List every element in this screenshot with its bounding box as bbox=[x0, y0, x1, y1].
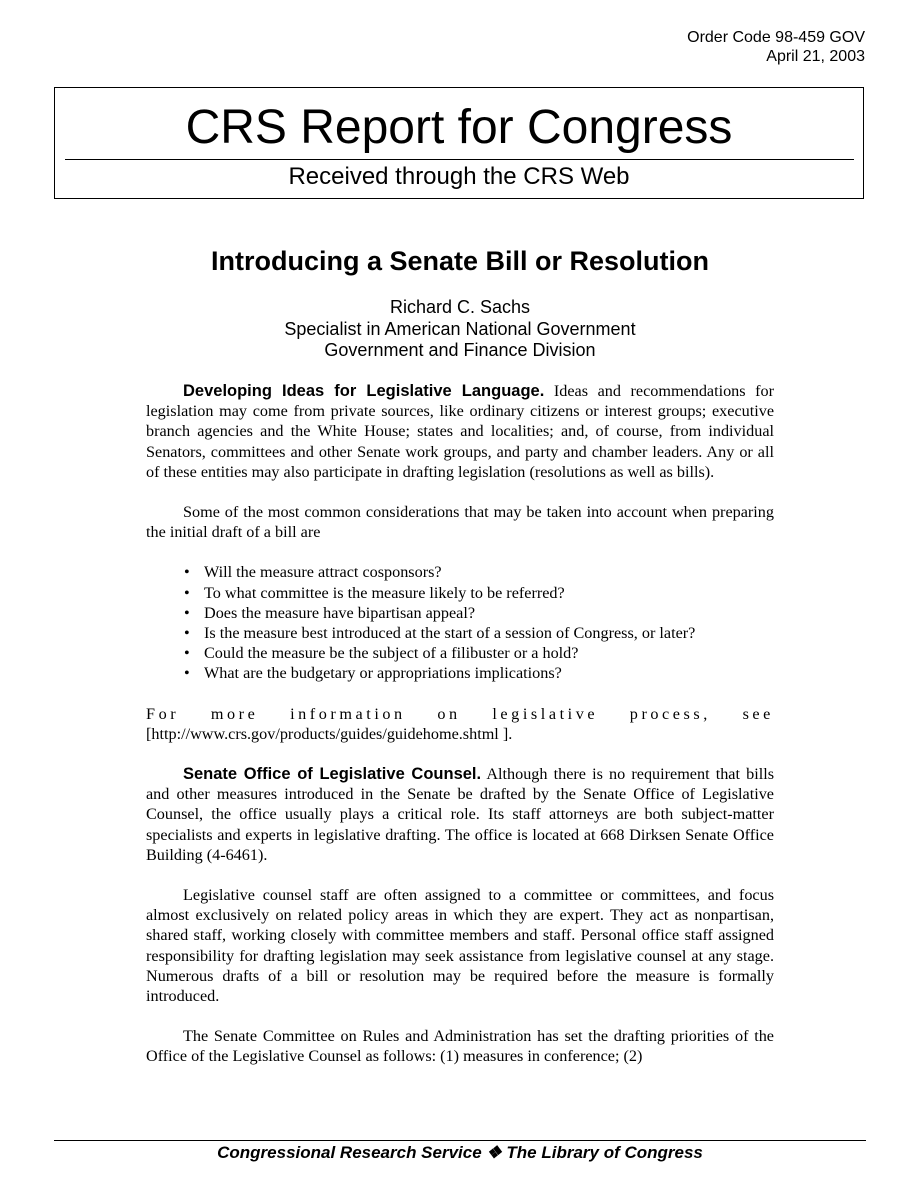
word: on bbox=[437, 704, 461, 723]
footer-divider bbox=[54, 1140, 866, 1141]
page-title: Introducing a Senate Bill or Resolution bbox=[210, 246, 710, 276]
section-heading-legislative-counsel: Senate Office of Legislative Counsel. bbox=[183, 765, 482, 784]
bullet-icon: • bbox=[184, 563, 190, 582]
paragraph-legislative-counsel bbox=[146, 764, 774, 865]
masthead-subtitle: Received through the CRS Web bbox=[288, 163, 630, 190]
word: more bbox=[210, 704, 259, 723]
more-information-line bbox=[146, 704, 774, 724]
bullet-icon: • bbox=[184, 664, 190, 683]
word: see bbox=[742, 704, 774, 723]
list-item bbox=[184, 603, 744, 623]
list-item-text: Could the measure be the subject of a filibuster or a hold? bbox=[204, 644, 579, 663]
author-block bbox=[0, 297, 920, 362]
list-item bbox=[184, 663, 744, 683]
list-item-text: Does the measure have bipartisan appeal? bbox=[204, 603, 476, 622]
paragraph-developing-ideas bbox=[146, 381, 774, 482]
order-code: Order Code 98-459 GOV bbox=[687, 29, 865, 46]
list-item bbox=[184, 583, 744, 603]
footer-left-text: Congressional Research Service bbox=[217, 1143, 482, 1162]
author-name: Richard C. Sachs bbox=[389, 297, 531, 317]
order-code-block bbox=[687, 28, 865, 66]
paragraph-drafting-priorities: The Senate Committee on Rules and Administration has set the drafting priorities of the Office of the Legislative Counsel as follows: (1) measures in conference; (2) bbox=[146, 1027, 774, 1066]
bullet-icon: • bbox=[184, 624, 190, 643]
paragraph-considerations-intro: Some of the most common considerations that may be taken into account when preparing the initial draft of a bill are bbox=[146, 503, 774, 542]
word: legislative bbox=[492, 704, 599, 723]
word: For bbox=[146, 704, 180, 723]
list-item bbox=[184, 623, 744, 643]
author-position: Specialist in American National Government bbox=[284, 318, 636, 339]
list-item-text: To what committee is the measure likely to be referred? bbox=[204, 583, 565, 602]
list-item-text: What are the budgetary or appropriations implications? bbox=[204, 664, 562, 683]
masthead bbox=[54, 87, 864, 199]
report-date: April 21, 2003 bbox=[766, 48, 865, 65]
masthead-divider bbox=[65, 159, 854, 160]
bullet-icon: • bbox=[184, 583, 190, 602]
guide-link[interactable]: [http://www.crs.gov/products/guides/guidehome.shtml ]. bbox=[146, 724, 513, 743]
list-item bbox=[184, 643, 744, 663]
list-item-text: Is the measure best introduced at the start of a session of Congress, or later? bbox=[204, 624, 696, 643]
more-information-note bbox=[146, 704, 774, 744]
word: information bbox=[290, 704, 406, 723]
word: process, bbox=[629, 704, 711, 723]
masthead-title: CRS Report for Congress bbox=[185, 101, 733, 154]
paragraph-counsel-staff: Legislative counsel staff are often assigned to a committee or committees, and focus almost exclusively on related policy areas in which they are expert. They act as nonpartisan, shared staff, working closely with committee members and staff. Personal office staff assigned responsibility for drafting legislation may seek assistance from legislative counsel at any stage. Numerous drafts of a bill or resolution may be required before the measure is formally introduced. bbox=[146, 886, 774, 1006]
diamond-separator-icon: ❖ bbox=[486, 1143, 502, 1162]
paragraph-text: Although there is no requirement that bills and other measures introduced in the Senate be drafted by the Senate Office of Legislative Counsel, the office usually plays a critical role. Its staff attorneys are both subject-matter specialists and experts in legislative drafting. The office is located at 668 Dirksen Senate Office Building (4-6461). bbox=[146, 765, 774, 864]
section-heading-developing-ideas: Developing Ideas for Legislative Language. bbox=[183, 382, 545, 400]
considerations-list bbox=[146, 562, 744, 683]
report-body bbox=[146, 381, 774, 1087]
footer bbox=[0, 1143, 920, 1163]
list-item bbox=[184, 562, 744, 582]
paragraph-text: Ideas and recommendations for legislation may come from private sources, like ordinary citizens or interest groups; executive branch agencies and the White House; states and localities; and, of course, from individual Senators, committees and other Senate work groups, and party and chamber leaders. Any or all of these entities may also participate in drafting legislation (resolutions as well as bills). bbox=[146, 382, 775, 481]
bullet-icon: • bbox=[184, 603, 190, 622]
author-division: Government and Finance Division bbox=[324, 340, 596, 360]
footer-right-text: The Library of Congress bbox=[506, 1143, 703, 1162]
list-item-text: Will the measure attract cosponsors? bbox=[204, 563, 442, 582]
bullet-icon: • bbox=[184, 644, 190, 663]
